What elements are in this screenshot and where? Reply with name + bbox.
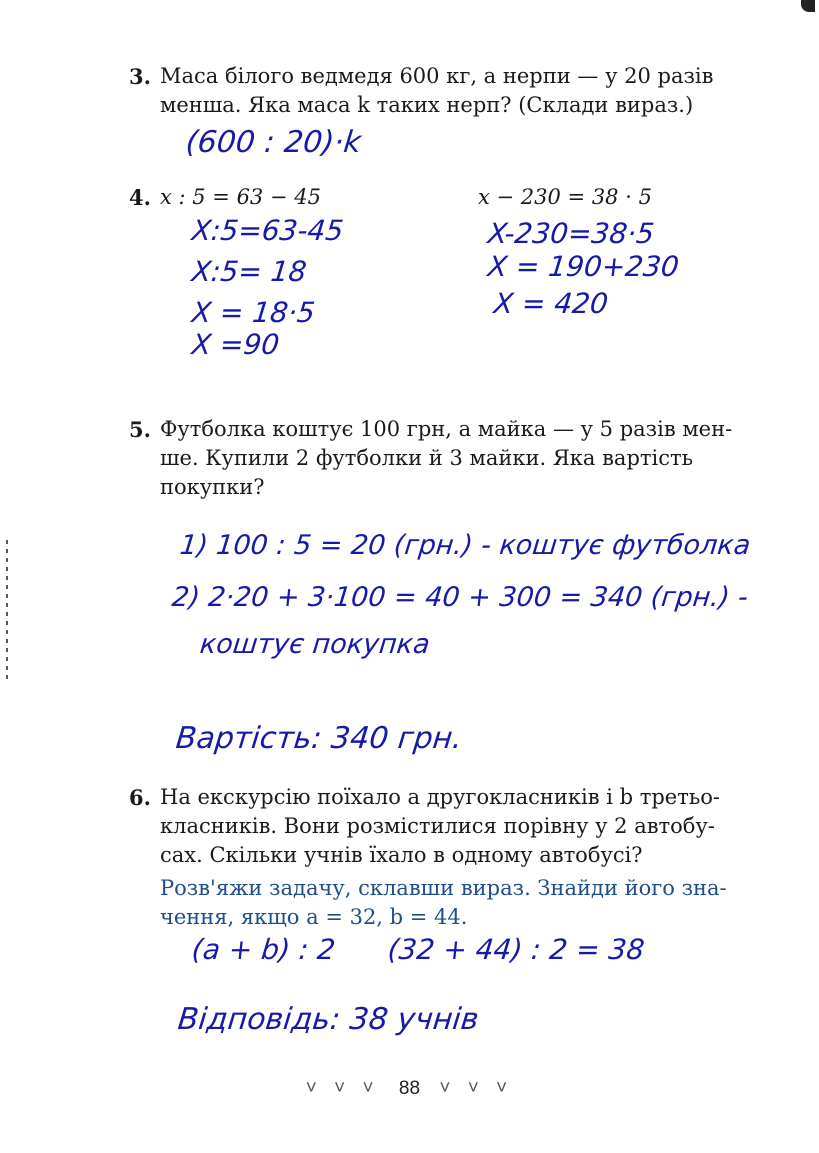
problem-6-text-line1: На екскурсію поїхало a другокласників і b третьо-: [160, 785, 720, 809]
problem-4-number: 4.: [129, 185, 151, 210]
page-number-value: 88: [398, 1078, 421, 1099]
problem-5-step-2-continued: коштує покупка: [198, 629, 432, 660]
problem-5-text-line3: покупки?: [160, 475, 265, 499]
problem-4-equation-left: x : 5 = 63 − 45: [160, 185, 321, 209]
problem-6-calculation: (32 + 44) : 2 = 38: [386, 933, 647, 966]
problem-6-text-line2: класників. Вони розмістилися порівну у 2 автобу-: [160, 814, 715, 838]
problem-3-answer: (600 : 20)·k: [184, 125, 363, 160]
problem-5-text-line2: ше. Купили 2 футболки й 3 майки. Яка вартість: [160, 446, 694, 470]
binding-marks: [6, 540, 8, 680]
problem-4-right-step-1: X-230=38·5: [486, 217, 656, 250]
problem-4-equation-right: x − 230 = 38 · 5: [478, 185, 652, 209]
problem-4-left-step-2: X:5= 18: [190, 255, 309, 288]
problem-6-number: 6.: [129, 785, 151, 810]
problem-5-text-line1: Футболка коштує 100 грн, а майка — у 5 разів мен-: [160, 417, 733, 441]
problem-4-right-step-3: X = 420: [492, 287, 610, 320]
problem-5-step-2: 2) 2·20 + 3·100 = 40 + 300 = 340 (грн.) -: [170, 582, 750, 613]
problem-5-step-1: 1) 100 : 5 = 20 (грн.) - коштує футболка: [178, 530, 752, 561]
scan-corner-mark: [801, 0, 815, 12]
problem-6-task-line1: Розв'яжи задачу, склавши вираз. Знайди його зна-: [160, 876, 727, 900]
footer-ornament-right: ˅ ˅ ˅: [439, 1078, 514, 1099]
problem-6-answer: Відповідь: 38 учнів: [176, 1002, 481, 1037]
problem-3-text-line1: Маса білого ведмедя 600 кг, а нерпи — у 20 разів: [160, 64, 714, 88]
problem-4-left-step-4: X =90: [190, 328, 281, 361]
problem-4-left-step-3: X = 18·5: [190, 296, 317, 329]
problem-5-answer: Вартість: 340 грн.: [174, 721, 464, 756]
problem-5-number: 5.: [129, 417, 151, 442]
problem-6-text-line3: сах. Скільки учнів їхало в одному автобусі?: [160, 843, 643, 867]
problem-6-task-line2: чення, якщо a = 32, b = 44.: [160, 905, 468, 929]
problem-4-left-step-1: X:5=63-45: [190, 214, 346, 247]
problem-3-number: 3.: [129, 64, 151, 89]
problem-4-right-step-2: X = 190+230: [486, 250, 681, 283]
footer-ornament-left: ˅ ˅ ˅: [305, 1078, 380, 1099]
page-number: [0, 1078, 819, 1100]
problem-6-expression: (a + b) : 2: [190, 933, 337, 966]
problem-3-text-line2: менша. Яка маса k таких нерп? (Склади вираз.): [160, 93, 694, 117]
